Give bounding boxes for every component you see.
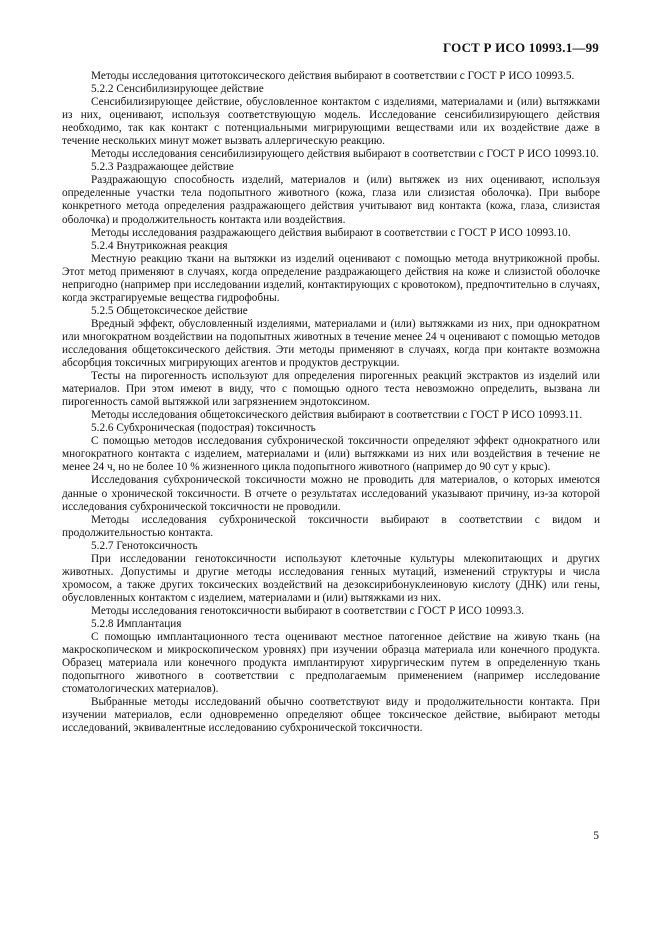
paragraph: Выбранные методы исследований обычно соответствуют виду и продолжительности контакта. При изучении материалов, если одновременно определяют общее токсическое действие, выбирают методы исследований, эквивалентные исследованию субхронической токсичности.: [62, 696, 600, 735]
paragraph: Вредный эффект, обусловленный изделиями, материалами и (или) вытяжками из них, при однократном или многократном воздействии на подопытных животных в течение менее 24 ч оценивают с помощью методов исследования общетоксического действия. Эти методы применяют в случаях, когда при контакте возможна абсорбция токсичных мигрирующих агентов и продуктов деструкции.: [62, 317, 600, 370]
document-body: [62, 70, 600, 735]
paragraph: Методы исследования сенсибилизирующего действия выбирают в соответствии с ГОСТ Р ИСО 10993.10.: [91, 148, 599, 161]
page-number: 5: [593, 830, 599, 842]
section-heading: 5.2.8 Имплантация: [91, 617, 182, 630]
paragraph: Методы исследования раздражающего действия выбирают в соответствии с ГОСТ Р ИСО 10993.10.: [91, 226, 571, 239]
paragraph: Тесты на пирогенность используют для определения пирогенных реакций экстрактов из изделий или материалов. При этом имеют в виду, что с помощью одного теста невозможно определить, вызвана ли пирогенность самой вытяжкой или загрязнением эндотоксином.: [62, 370, 600, 409]
paragraph: При исследовании генотоксичности используют клеточные культуры млекопитающих и других животных. Допустимы и другие методы исследования генных мутаций, изменений структуры и числа хромосом, а также других токсических воздействий на дезоксирибонуклеиновую кислоту (ДНК) или гены, обусловленных контактом с изделием, материалами и (или) вытяжками из них.: [62, 552, 600, 604]
section-heading: 5.2.2 Сенсибилизирующее действие: [91, 83, 264, 96]
paragraph: С помощью имплантационного теста оценивают местное патогенное действие на живую ткань (на макроскопическом и микроскопическом уровнях) при изучении образца материала или конечного продукта. Образец материала или конечного продукта имплантируют хирургическим путем в определенную ткань подопытного животного в соответствии с предполагаемым применением (например исследование стоматологических материалов).: [62, 631, 600, 696]
paragraph: Сенсибилизирующее действие, обусловленное контактом с изделиями, материалами и (или) вытяжками из них, оценивают, используя соответствующую модель. Исследование сенсибилизирующего действия необходимо, так как контакт с потенциальными мигрирующими веществами или их воздействие даже в течение нескольких минут может вызвать аллергическую реакцию.: [62, 96, 600, 148]
section-heading: 5.2.3 Раздражающее действие: [91, 161, 234, 174]
section-heading: 5.2.7 Генотоксичность: [91, 539, 198, 552]
section-heading: 5.2.5 Общетоксическое действие: [91, 304, 248, 317]
paragraph: Исследования субхронической токсичности можно не проводить для материалов, о которых имеются данные о хронической токсичности. В отчете о результатах исследований указывают причину, из-за которой исследования субхронической токсичности не проводили.: [62, 474, 600, 513]
paragraph: Методы исследования цитотоксического действия выбирают в соответствии с ГОСТ Р ИСО 10993.5.: [91, 70, 575, 82]
paragraph: С помощью методов исследования субхронической токсичности определяют эффект однократного или многократного контакта с изделием, материалами и (или) вытяжками из них или воздействия в течение не менее 24 ч, но не более 10 % жизненного цикла подопытного животного (например до 90 сут у крыс).: [62, 435, 600, 474]
paragraph: Местную реакцию ткани на вытяжки из изделий оценивают с помощью метода внутрикожной пробы. Этот метод применяют в случаях, когда определение раздражающего действия на коже и слизистой оболочке непригодно (например при исследовании изделий, контактирующих с кровотоком), предпочтительно в случаях, когда экстрагируемые вещества гидрофобны.: [62, 252, 600, 304]
paragraph: Методы исследования генотоксичности выбирают в соответствии с ГОСТ Р ИСО 10993.3.: [91, 604, 525, 617]
document-header: ГОСТ Р ИСО 10993.1—99: [442, 40, 599, 55]
section-heading: 5.2.4 Внутрикожная реакция: [91, 239, 228, 252]
paragraph: Методы исследования субхронической токсичности выбирают в соответствии с видом и продолжительностью контакта.: [62, 513, 600, 539]
paragraph: Раздражающую способность изделий, материалов и (или) вытяжек из них оценивают, используя определенные участки тела подопытного животного (кожа, глаза или слизистая оболочка). При выборе конкретного метода определения раздражающего действия учитывают вид контакта (кожа, глаза, слизистая оболочка) и продолжительность контакта или воздействия.: [62, 174, 600, 226]
paragraph: Методы исследования общетоксического действия выбирают в соответствии с ГОСТ Р ИСО 10993.11.: [91, 409, 583, 422]
section-heading: 5.2.6 Субхроническая (подострая) токсичность: [91, 422, 316, 435]
